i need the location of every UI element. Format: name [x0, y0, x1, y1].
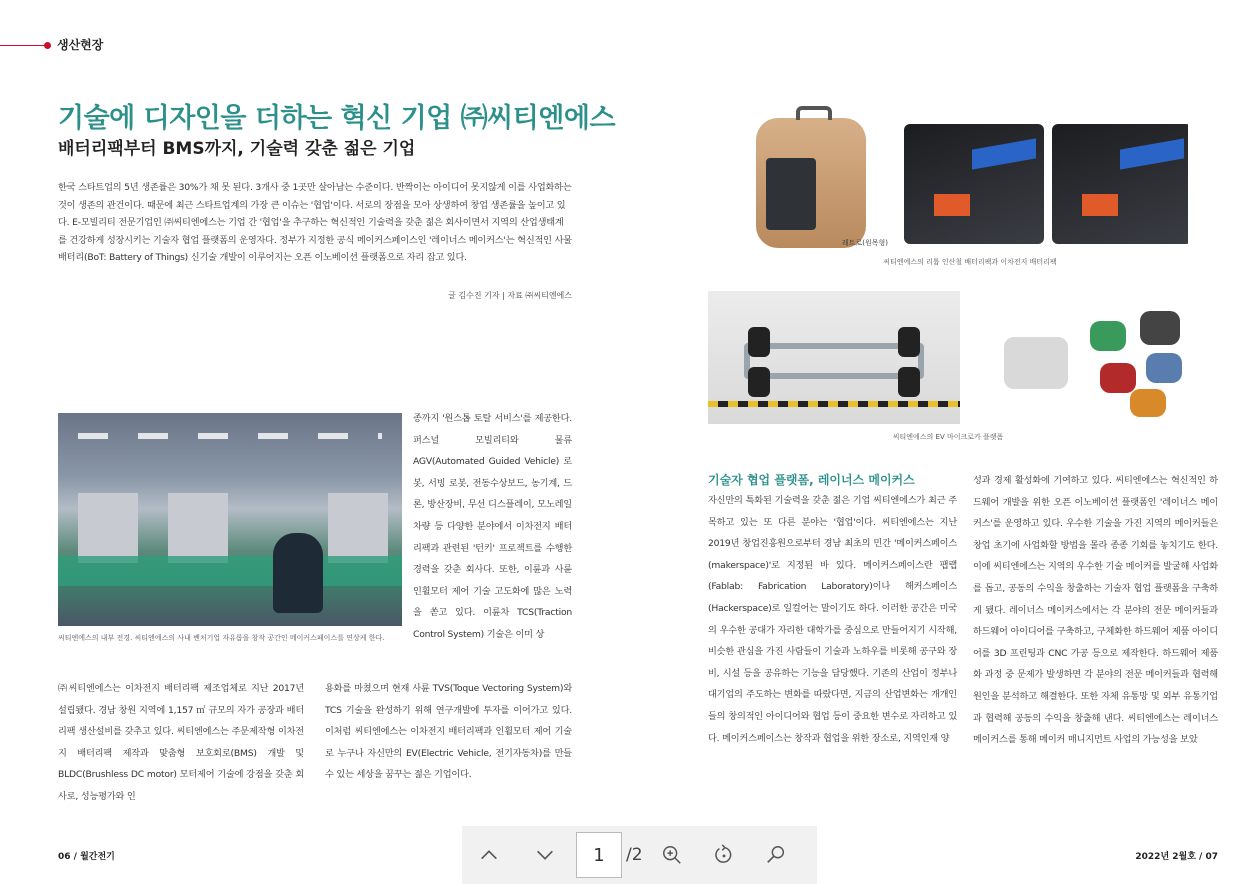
section-heading: 기술자 협업 플랫폼, 레이너스 메이커스: [708, 473, 915, 487]
body-column-b: ㈜씨티엔에스는 이차전지 배터리팩 제조업체로 지난 2017년 설립됐다. 경남 창원 지역에 1,157 ㎡ 규모의 자가 공장과 배터리팩 생산설비를 갖추고 있다. 씨티엔에스는 주문제작형 이차전지 배터리팩 제작과 맞춤형 보호회로(BMS) 개발 및 BLDC(Brushless DC motor) 모터제어 기술에 강점을 갖춘 회사로, 성능평가와 인: [58, 683, 304, 802]
article-intro: 한국 스타트업의 5년 생존률은 30%가 채 못 된다. 3개사 중 1곳만 살아남는 수준이다. 반짝이는 아이디어 못지않게 이를 사업화하는 것이 생존의 관건이다. 때문에 최근 스타트업계의 가장 큰 이슈는 '협업'이다. 서로의 장점을 모아 상생하여 창업 생존률을 높이고 있다. E-모빌리티 전문기업인 ㈜씨티엔에스는 기업 간 '협업'을 추구하는 혁신적인 기술력을 갖춘 젊은 회사이면서 지역의 산업생태계를 건강하게 성장시키는 기술자 협업 플랫폼의 운영자다. 정부가 지정한 공식 메이커스페이스인 '레이너스 메이커스'는 혁신적인 사물배터리(BoT: Battery of Things) 신기술 개발이 이루어지는 오픈 이노베이션 플랫폼으로 자리 잡고 있다.: [58, 182, 572, 264]
body-column-d: 자신만의 특화된 기술력을 갖춘 젊은 기업 씨티엔에스가 최근 주목하고 있는 또 다른 분야는 '협업'이다. 씨티엔에스는 지난 2019년 창업진흥원으로부터 경남 최초의 민간 '메이커스페이스(makerspace)'로 지정된 바 있다. 메이커스페이스란 팹랩(Fablab: Fabrication Laboratory)이나 해커스페이스(Hackerspace)로 일컬어는 말이기도 하다. 이러한 공간은 미국의 우수한 공대가 자리한 대학가를 중심으로 만들어지기 시작해, 비슷한 관심을 가진 사람들이 기술과 노하우를 비롯해 공구와 장비, 시설 등을 공유하는 기능을 담당했다. 기존의 산업이 정부나 대기업의 주도하는 변화를 따랐다면, 지금의 산업변화는 개개인들의 창의적인 아이디어와 협업 등이 중요한 변수로 자리하고 있다. 메이커스페이스는 창작과 협업을 위한 장소로, 지역인재 양: [708, 495, 957, 744]
body-column-c: 용화를 마쳤으며 현재 사륜 TVS(Toque Vectoring System)와 TCS 기술을 완성하기 위해 연구개발에 투자를 이어가고 있다. 이처럼 씨티엔에스는 이차전지 배터리팩과 인휠모터 제어 기술로 누구나 자신만의 EV(Electric Vehicle, 전기자동차)를 만들 수 있는 세상을 꿈꾸는 젊은 기업이다.: [325, 683, 572, 781]
products-caption: 씨티엔에스의 리튬 인산철 배터리팩과 이차전지 배터리팩: [883, 258, 1057, 266]
header-rule: [0, 45, 46, 46]
search-icon: [765, 844, 787, 866]
body-column-e: 성과 경제 활성화에 기여하고 있다. 씨티엔에스는 혁신적인 하드웨어 개발을 위한 오픈 이노베이션 플랫폼인 '레이너스 메이커스'를 운영하고 있다. 우수한 기술을 가진 지역의 메이커들은 창업 초기에 사업화할 방법을 몰라 종종 기회를 놓치기도 한다. 이에 씨티엔에스는 지역의 우수한 기술 메이커를 발굴해 사업화를 돕고, 공동의 수익을 창출하는 기술자 협업 플랫폼을 구축하게 됐다. 레이너스 메이커스에서는 각 분야의 전문 메이커들과 하드웨어 아이디어를 구축하고, 구체화한 하드웨어 제품 아이디어를 3D 프린팅과 CNC 가공 등으로 제작한다. 하드웨어 제품화 과정 중 문제가 발생하면 각 분야의 전문 메이커들과 협력해 원인을 분석하고 해결한다. 또한 자체 유통망 및 외부 유통기업과 협력해 공동의 수익을 창출해 낸다. 씨티엔에스는 레이너스 메이커스를 통해 메이커 매니지먼트 사업의 가능성을 보았: [973, 475, 1218, 746]
ev-chassis-photo: [708, 291, 960, 424]
zoom-in-icon: [661, 844, 683, 866]
article-title: 기술에 디자인을 더하는 혁신 기업 ㈜씨티엔에스: [58, 103, 616, 134]
ev-caption: 씨티엔에스의 EV 마이크로카 플랫폼: [892, 433, 1004, 441]
chevron-up-icon: [478, 844, 500, 866]
rotate-icon: [713, 844, 735, 866]
page-number-input[interactable]: 1: [576, 832, 622, 878]
zoom-in-button[interactable]: [649, 832, 695, 878]
factory-photo: [58, 413, 402, 626]
next-page-button[interactable]: [522, 832, 568, 878]
article-subtitle: 배터리팩부터 BMS까지, 기술력 갖춘 젊은 기업: [58, 139, 416, 159]
footer-right: 2022년 2월호 / 07: [1135, 852, 1218, 862]
battery-products-photo: [752, 104, 1188, 254]
previous-page-button[interactable]: [466, 832, 512, 878]
chevron-down-icon: [534, 844, 556, 866]
ev-render-illustration: [980, 291, 1188, 424]
footer-left: 06 / 월간전기: [58, 852, 115, 862]
product-inset-caption: 레트로(원목형): [842, 239, 889, 247]
search-button[interactable]: [753, 832, 799, 878]
page-total: /2: [626, 845, 643, 865]
factory-caption: 씨티엔에스의 내부 전경. 씨티엔에스의 사내 벤처기업 자유롭을 창작 공간인 메이커스페이스를 연상케 한다.: [58, 634, 385, 642]
viewer-toolbar: [462, 826, 817, 884]
section-label: 생산현장: [57, 38, 104, 52]
header-dot: [44, 42, 51, 49]
body-column-a: 종까지 '원스톱 토탈 서비스'를 제공한다. 퍼스널 모빌리티와 물류 AGV(Automated Guided Vehicle) 로봇, 서빙 로봇, 전동수상보드, 농기계, 드론, 방산장비, 무선 디스플레이, 모노레일 차량 등 다양한 분야에서 이차전지 배터리팩과 관련된 '턴키' 프로젝트를 수행한 경력을 갖춘 회사다. 또한, 이륜과 사륜 인휠모터 제어 기술 고도화에 많은 노력을 쏟고 있다. 이륜차 TCS(Traction Control System) 기술은 이미 상: [413, 413, 572, 640]
rotate-button[interactable]: [701, 832, 747, 878]
byline: 글 김수진 기자 | 자료 ㈜씨티엔에스: [448, 291, 572, 300]
